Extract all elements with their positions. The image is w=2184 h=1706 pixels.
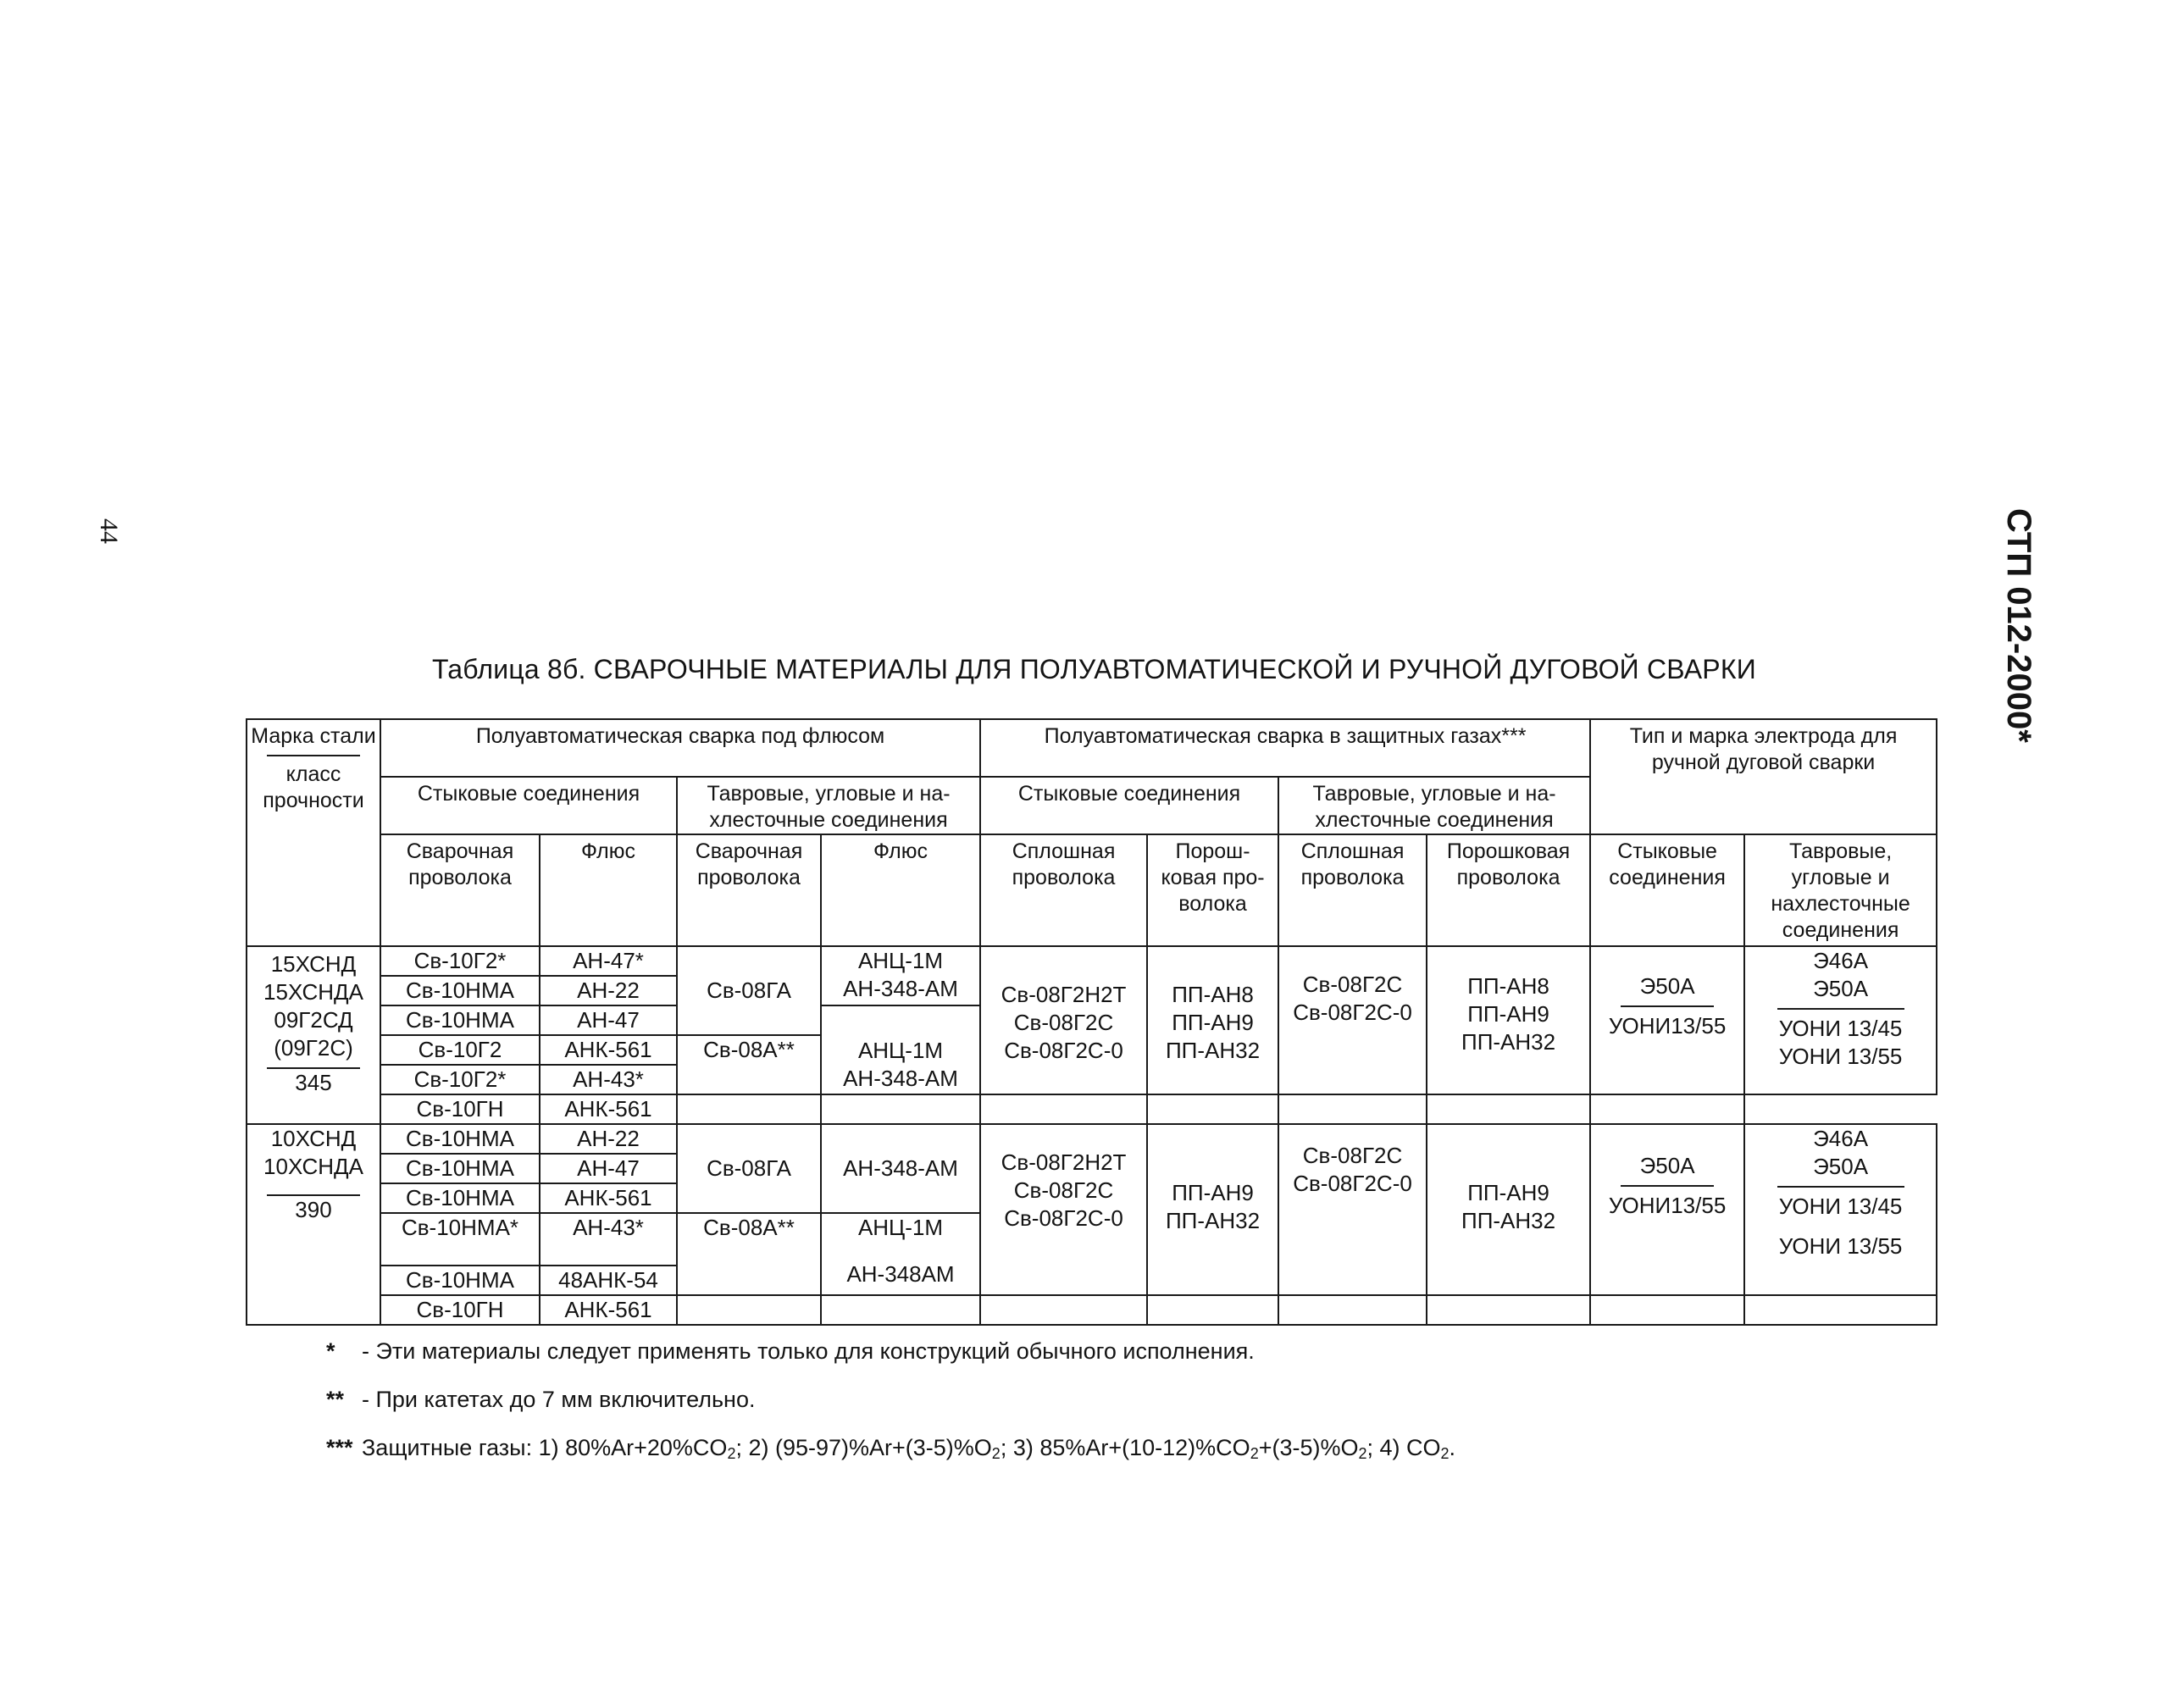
empty-cell [1590,1094,1744,1124]
cored-wire-value: ПП-АН9 [1467,1001,1549,1027]
electrode-divider [1777,1186,1904,1188]
electrode-value: Э50А [1639,973,1695,999]
strength-class-label: класс прочности [263,762,364,812]
gas-butt-solid [980,1124,1147,1295]
header-flux-tee-flux: Флюс [821,834,980,946]
electrode-value: Э50А [1813,976,1869,1001]
butt-wire: Св-10ГН [380,1094,540,1124]
butt-flux: 48АНК-54 [540,1266,677,1295]
butt-flux: АНК-561 [540,1094,677,1124]
footnote-2 [326,1387,1455,1413]
header-flux-butt: Стыковые соединения [380,777,677,834]
tee-wire: Св-08ГА [677,1124,821,1213]
butt-flux: АНК-561 [540,1183,677,1213]
subscript: 2 [1358,1445,1367,1462]
empty-cell [821,1094,980,1124]
electrode-divider [1777,1008,1904,1010]
tee-flux-value: АН-348-АМ [843,976,958,1001]
gas-text: +(3-5)%O [1258,1435,1359,1460]
header-row-1 [247,719,1937,777]
steel-grade: 10ХСНД [270,1126,357,1151]
table-row [247,1094,1937,1124]
tee-joints-label-4: соединения [1782,918,1899,942]
tee-label-1: Тавровые, угловые и на- [707,782,951,806]
subscript: 2 [1440,1445,1450,1462]
butt-wire: Св-10НМА [380,1266,540,1295]
welding-materials-table [246,718,1937,1326]
solid-wire-value: Св-08Г2С-0 [1004,1205,1123,1231]
tee-wire: Св-08А** [677,1213,821,1295]
steel-grade-cell [247,1124,380,1325]
tee-joints-label-3: нахлесточные [1771,892,1910,916]
tee-label-2: хлесточные соединения [1315,808,1554,832]
empty-cell [1278,1295,1427,1325]
butt-flux: АН-47* [540,946,677,976]
butt-joints-label-2: соединения [1609,866,1726,889]
steel-grade: 10ХСНДА [263,1154,363,1179]
solid-wire-value: Св-08Г2С [1302,1143,1403,1168]
cored-wire-value: ПП-АН8 [1172,982,1254,1007]
butt-wire: Св-10Г2* [380,1065,540,1094]
steel-grade-label: Марка стали [251,724,376,748]
tee-flux: АН-348-АМ [821,1124,980,1213]
footnote-3 [326,1435,1455,1461]
strength-class: 345 [295,1070,332,1095]
header-gas-butt-solid: Сплошная проволока [980,834,1147,946]
cored-wire-value: ПП-АН32 [1165,1038,1261,1063]
solid-wire-value: Св-08Г2С [1013,1177,1114,1203]
cored-wire-value: ПП-АН9 [1467,1180,1549,1205]
cored-wire-value: ПП-АН32 [1165,1208,1261,1233]
electrode-value: УОНИ 13/55 [1778,1044,1903,1069]
tee-label-1: Тавровые, угловые и на- [1312,782,1556,806]
butt-flux: АН-22 [540,1124,677,1154]
empty-cell [677,1295,821,1325]
electrode-tee [1744,946,1937,1094]
document-code: СТП 012-2000* [2000,508,2037,743]
footnote-mark: *** [326,1435,353,1460]
footnote-mark: * [326,1338,335,1364]
butt-wire: Св-10НМА [380,1124,540,1154]
header-gas-tee [1278,777,1590,834]
header-divider [267,755,360,756]
footnote-mark: ** [326,1387,345,1412]
cored-label-3: волока [1178,892,1247,916]
tee-flux [821,1213,980,1295]
cored-label-1: Порош- [1175,839,1250,863]
solid-wire-value: Св-08Г2С-0 [1293,1000,1412,1025]
table-row [247,1124,1937,1154]
header-row-3 [247,834,1937,946]
butt-wire: Св-10НМА [380,1183,540,1213]
electrode-value: Э46А [1813,948,1869,973]
gas-tee-cored [1427,946,1590,1094]
butt-wire: Св-10ГН [380,1295,540,1325]
tee-joints-label-2: угловые и [1791,866,1890,889]
electrode-value: УОНИ13/55 [1608,1193,1727,1218]
page-number: 44 [95,518,123,544]
header-gas-tee-cored: Порошковая проволока [1427,834,1590,946]
gas-text: . [1449,1435,1456,1460]
butt-wire: Св-10НМА [380,1154,540,1183]
butt-flux: АН-47 [540,1005,677,1035]
cored-wire-value: ПП-АН9 [1172,1180,1254,1205]
tee-wire: Св-08ГА [677,946,821,1035]
butt-flux: АНК-561 [540,1295,677,1325]
butt-wire: Св-10Г2* [380,946,540,976]
table-row [247,946,1937,976]
header-electrode-group: Тип и марка электрода для ручной дуговой сварки [1590,719,1937,834]
empty-cell [1147,1295,1278,1325]
gas-tee-cored [1427,1124,1590,1295]
tee-flux-value: АНЦ-1М [857,1215,944,1240]
empty-cell [1590,1295,1744,1325]
butt-joints-label-1: Стыковые [1617,839,1717,863]
gas-tee-solid [1278,946,1427,1094]
steel-grade: 15ХСНДА [263,979,363,1005]
solid-wire-value: Св-08Г2С-0 [1293,1171,1412,1196]
header-el-butt [1590,834,1744,946]
tee-wire: Св-08А** [677,1035,821,1094]
header-flux-tee-wire: Сварочная проволока [677,834,821,946]
steel-grade: 15ХСНД [270,951,357,977]
cored-label-2: ковая про- [1161,866,1265,889]
footnotes [326,1338,1455,1483]
steel-grade-cell [247,946,380,1124]
butt-flux: АН-43* [540,1213,677,1266]
empty-cell [980,1295,1147,1325]
solid-wire-value: Св-08Г2Н2Т [1001,1149,1127,1175]
gas-text: Защитные газы: 1) 80%Ar+20%CO [362,1435,728,1460]
butt-wire: Св-10НМА* [380,1213,540,1266]
tee-flux [821,1005,980,1094]
tee-flux [821,946,980,1005]
steel-grade: 09Г2СД [274,1007,353,1033]
header-flux-group: Полуавтоматическая сварка под флюсом [380,719,980,777]
header-gas-butt-cored [1147,834,1278,946]
empty-cell [1427,1094,1590,1124]
electrode-value: Э46А [1813,1126,1869,1151]
subscript: 2 [1250,1445,1259,1462]
cored-wire-value: ПП-АН32 [1461,1208,1556,1233]
electrode-butt [1590,946,1744,1094]
header-steel-grade [247,719,380,946]
header-gas-tee-solid: Сплошная проволока [1278,834,1427,946]
empty-cell [1744,1295,1937,1325]
electrode-value: УОНИ 13/55 [1778,1233,1903,1259]
tee-flux-value: АНЦ-1М [857,1038,944,1063]
gas-tee-solid [1278,1124,1427,1295]
butt-flux: АН-43* [540,1065,677,1094]
cored-wire-value: ПП-АН8 [1467,973,1549,999]
empty-cell [1278,1094,1427,1124]
empty-cell [1427,1295,1590,1325]
cored-wire-value: ПП-АН32 [1461,1029,1556,1055]
empty-cell [980,1094,1147,1124]
subscript: 2 [727,1445,736,1462]
tee-joints-label-1: Тавровые, [1788,839,1893,863]
header-flux-butt-flux: Флюс [540,834,677,946]
butt-flux: АН-47 [540,1154,677,1183]
gas-text: ; 2) (95-97)%Ar+(3-5)%O [735,1435,992,1460]
gas-butt-solid [980,946,1147,1094]
electrode-tee [1744,1124,1937,1295]
electrode-value: УОНИ 13/45 [1778,1194,1903,1219]
subscript: 2 [991,1445,1001,1462]
butt-wire: Св-10Г2 [380,1035,540,1065]
electrode-value: УОНИ 13/45 [1778,1016,1903,1041]
electrode-butt [1590,1124,1744,1295]
gas-butt-cored [1147,946,1278,1094]
electrode-value: УОНИ13/55 [1608,1013,1727,1039]
tee-flux-value: АН-348-АМ [843,1066,958,1091]
tee-flux-value: АНЦ-1М [857,948,944,973]
electrode-divider [1621,1005,1714,1007]
footnote-1 [326,1338,1455,1365]
solid-wire-value: Св-08Г2С [1302,972,1403,997]
gas-text: ; 3) 85%Ar+(10-12)%CO [1000,1435,1250,1460]
electrode-value: Э50А [1639,1153,1695,1178]
butt-flux: АНК-561 [540,1035,677,1065]
empty-cell [1147,1094,1278,1124]
empty-cell [821,1295,980,1325]
gas-text: ; 4) CO [1366,1435,1441,1460]
steel-grade: (09Г2С) [274,1035,353,1061]
table-row [247,1295,1937,1325]
header-gas-group: Полуавтоматическая сварка в защитных газах*** [980,719,1590,777]
footnote-text [362,1435,1455,1460]
gas-butt-cored [1147,1124,1278,1295]
solid-wire-value: Св-08Г2С-0 [1004,1038,1123,1063]
empty-cell [677,1094,821,1124]
footnote-text: - При катетах до 7 мм включительно. [362,1387,756,1412]
welding-materials-table-wrapper [246,718,1937,1326]
tee-label-2: хлесточные соединения [709,808,948,832]
header-flux-butt-wire: Сварочная проволока [380,834,540,946]
electrode-divider [1621,1185,1714,1187]
butt-wire: Св-10НМА [380,976,540,1005]
electrode-value: Э50А [1813,1154,1869,1179]
tee-flux-value: АН-348АМ [846,1261,955,1287]
footnote-text: - Эти материалы следует применять только для конструкций обычного исполнения. [362,1338,1255,1364]
solid-wire-value: Св-08Г2Н2Т [1001,982,1127,1007]
table-title: Таблица 8б. СВАРОЧНЫЕ МАТЕРИАЛЫ ДЛЯ ПОЛУАВТОМАТИЧЕСКОЙ И РУЧНОЙ ДУГОВОЙ СВАРКИ [432,654,1756,684]
butt-flux: АН-22 [540,976,677,1005]
strength-class: 390 [295,1197,332,1222]
header-gas-butt: Стыковые соединения [980,777,1278,834]
header-flux-tee [677,777,980,834]
butt-wire: Св-10НМА [380,1005,540,1035]
cored-wire-value: ПП-АН9 [1172,1010,1254,1035]
solid-wire-value: Св-08Г2С [1013,1010,1114,1035]
header-el-tee [1744,834,1937,946]
